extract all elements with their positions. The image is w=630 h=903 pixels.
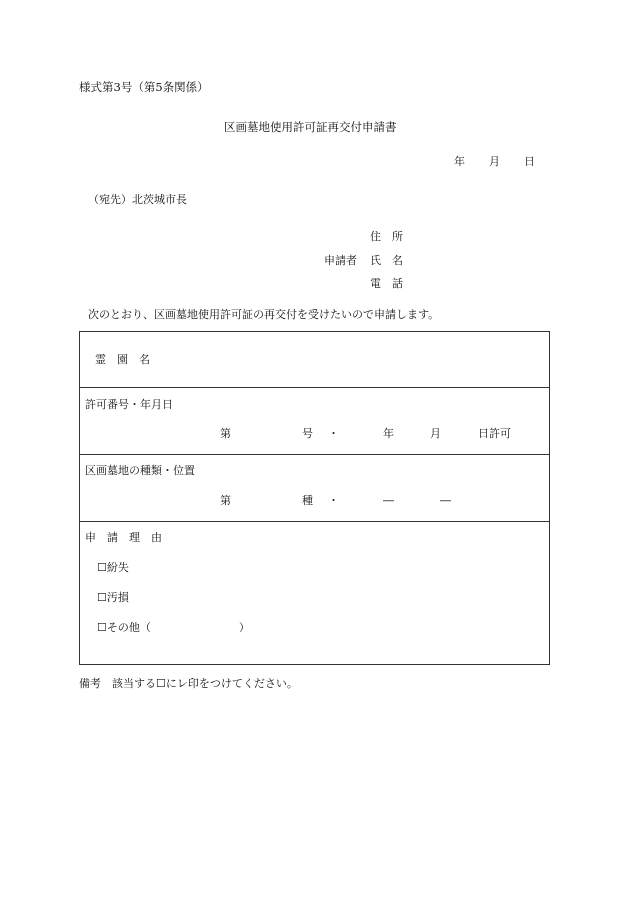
plot-dot: ・ bbox=[328, 494, 339, 507]
permit-year: 年 bbox=[383, 427, 394, 440]
table-divider bbox=[80, 387, 549, 388]
cemetery-name-label: 霊 園 名 bbox=[95, 353, 150, 366]
plot-type-label: 区画墓地の種類・位置 bbox=[85, 464, 195, 477]
applicant-label: 申請者 bbox=[324, 254, 357, 267]
date-year-label: 年 bbox=[454, 155, 465, 168]
plot-dai: 第 bbox=[220, 494, 231, 507]
addressee: （宛先）北茨城市長 bbox=[88, 193, 187, 206]
plot-dash-1: ― bbox=[383, 494, 394, 507]
permit-month: 月 bbox=[430, 427, 441, 440]
application-table bbox=[79, 331, 550, 665]
plot-shu: 種 bbox=[302, 494, 313, 507]
reason-label: 申 請 理 由 bbox=[85, 531, 162, 544]
table-divider bbox=[80, 454, 549, 455]
date-day-label: 日 bbox=[524, 155, 535, 168]
permit-go: 号 bbox=[302, 427, 313, 440]
reason-option-damaged[interactable]: ☐汚損 bbox=[97, 591, 129, 604]
permit-dot: ・ bbox=[328, 427, 339, 440]
applicant-phone-label: 電 話 bbox=[370, 277, 403, 290]
permit-number-label: 許可番号・年月日 bbox=[85, 398, 173, 411]
permit-dai: 第 bbox=[220, 427, 231, 440]
applicant-address-label: 住 所 bbox=[370, 230, 403, 243]
reason-option-lost[interactable]: ☐紛失 bbox=[97, 561, 129, 574]
date-month-label: 月 bbox=[489, 155, 500, 168]
intro-text: 次のとおり、区画墓地使用許可証の再交付を受けたいので申請します。 bbox=[88, 308, 440, 321]
form-number: 様式第3号（第5条関係） bbox=[79, 80, 209, 94]
reason-option-other[interactable]: ☐その他（ ） bbox=[97, 621, 250, 634]
applicant-name-label: 氏 名 bbox=[370, 254, 403, 267]
page-title: 区画墓地使用許可証再交付申請書 bbox=[224, 120, 397, 134]
plot-dash-2: ― bbox=[440, 494, 451, 507]
table-divider bbox=[80, 521, 549, 522]
note-text: 備考 該当する☐にレ印をつけてください。 bbox=[79, 677, 298, 690]
permit-day-permit: 日許可 bbox=[478, 427, 511, 440]
